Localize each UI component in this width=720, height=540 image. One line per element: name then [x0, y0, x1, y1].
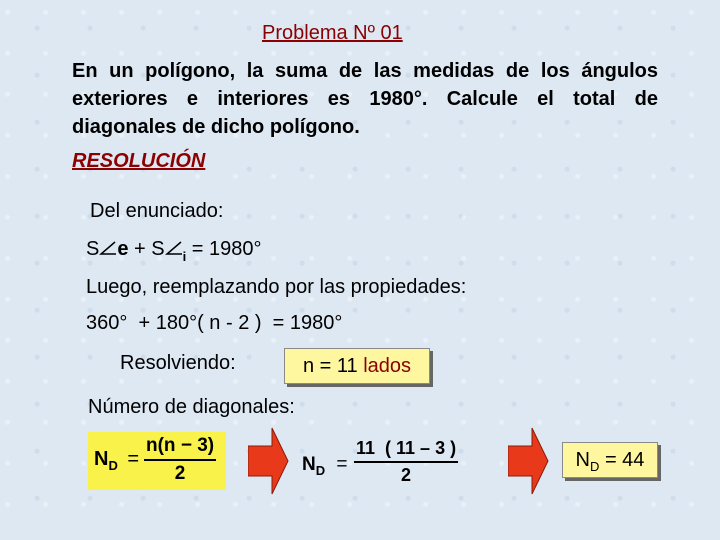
formula2-denominator: 2	[401, 465, 412, 485]
interior-subscript: i	[182, 249, 187, 264]
formula-fraction	[144, 435, 216, 485]
formula2-numerator: 11 ( 11 – 3 )	[356, 438, 457, 458]
numero-diagonales-label: Número de diagonales:	[88, 396, 295, 418]
problem-statement: En un polígono, la suma de las medidas de los ángulos exteriores e interiores es 1980°. Calcule el total de diagonales de dicho polígono.	[72, 60, 658, 138]
sum-symbol-interior: S	[151, 238, 165, 260]
substituted-formula	[300, 432, 480, 492]
formula-n-symbol: N	[94, 448, 109, 470]
final-value: = 44	[599, 449, 645, 471]
del-enunciado-label: Del enunciado:	[90, 200, 224, 222]
final-d-subscript: D	[590, 459, 600, 474]
formula2-d-subscript: D	[315, 463, 326, 478]
result-unit: lados	[363, 355, 412, 377]
final-n-symbol: N	[575, 449, 590, 471]
formula2-lhs	[302, 454, 348, 476]
luego-label: Luego, reemplazando por las propiedades:	[86, 276, 467, 298]
formula-numerator: n(n − 3)	[146, 435, 215, 456]
sum-symbol-exterior: S	[86, 238, 100, 260]
equation-rhs: = 1980°	[186, 238, 262, 260]
formula2-n-symbol: N	[302, 454, 316, 475]
formula-denominator: 2	[174, 463, 186, 484]
angle-icon	[99, 240, 117, 256]
result-box	[284, 348, 430, 384]
fraction-bar	[144, 459, 216, 461]
exterior-subscript: e	[117, 238, 129, 260]
resolution-heading: RESOLUCIÓN	[72, 150, 206, 172]
formula2-fraction	[354, 438, 458, 486]
result-n-value: n = 11	[302, 355, 364, 377]
fraction-bar	[354, 461, 458, 463]
problem-title: Problema Nº 01	[262, 22, 403, 44]
formula-equals: =	[127, 448, 140, 470]
equation-properties: 360° + 180°( n - 2 ) = 1980°	[86, 312, 343, 334]
plus-sign: +	[128, 238, 152, 260]
formula-d-subscript: D	[108, 458, 118, 473]
equation-angle-sum	[86, 238, 262, 264]
angle-icon	[165, 240, 183, 256]
formula2-equals: =	[336, 454, 348, 475]
resolviendo-label: Resolviendo:	[120, 352, 236, 374]
arrow-right-icon	[248, 426, 290, 496]
diagonals-formula-box	[88, 432, 226, 490]
final-answer-box	[562, 442, 658, 478]
arrow-right-icon	[508, 426, 550, 496]
formula-lhs	[94, 448, 139, 471]
